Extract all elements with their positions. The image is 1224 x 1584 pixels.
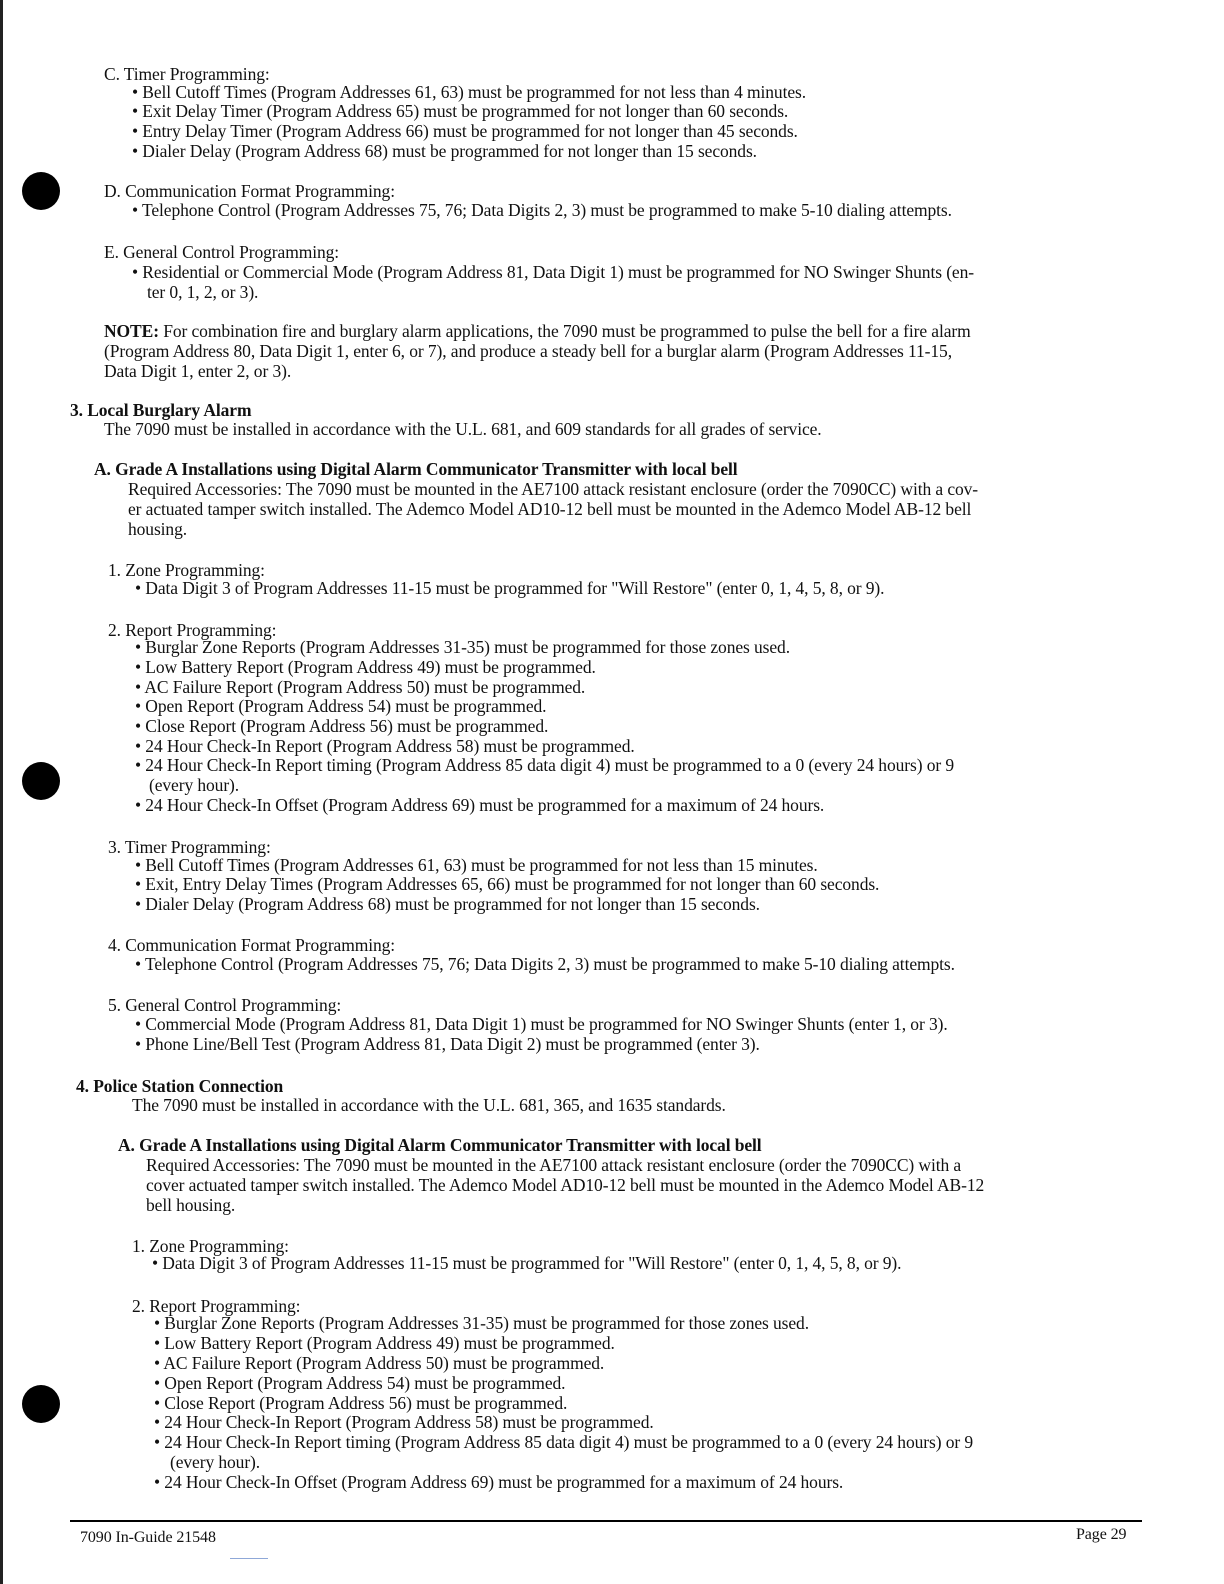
list-item-continued: ter 0, 1, 2, or 3). [147, 282, 259, 302]
timer-programming-title: 3. Timer Programming: [108, 837, 271, 857]
list-item: • Bell Cutoff Times (Program Addresses 61, 63) must be programmed for not less than 15 minutes. [135, 855, 818, 875]
list-item: • Low Battery Report (Program Address 49) must be programmed. [154, 1333, 615, 1353]
list-item: • Telephone Control (Program Addresses 75, 76; Data Digits 2, 3) must be programmed to make 5-10 dialing attempts. [135, 954, 955, 974]
list-item: • Commercial Mode (Program Address 81, Data Digit 1) must be programmed for NO Swinger Shunts (enter 1, or 3). [135, 1014, 948, 1034]
list-item: • Data Digit 3 of Program Addresses 11-15 must be programmed for "Will Restore" (enter 0, 1, 4, 5, 8, or 9). [152, 1253, 902, 1273]
list-item: • 24 Hour Check-In Report (Program Address 58) must be programmed. [135, 736, 635, 756]
list-item: • Close Report (Program Address 56) must be programmed. [135, 716, 549, 736]
list-item-continued: (every hour). [170, 1452, 261, 1472]
list-item: • Burglar Zone Reports (Program Addresses 31-35) must be programmed for those zones used. [154, 1313, 809, 1333]
list-item: • 24 Hour Check-In Report (Program Address 58) must be programmed. [154, 1412, 654, 1432]
list-item: • Open Report (Program Address 54) must be programmed. [135, 696, 547, 716]
punch-hole [22, 172, 60, 210]
section-3a-title: A. Grade A Installations using Digital Alarm Communicator Transmitter with local bell [94, 459, 738, 479]
list-item: • Burglar Zone Reports (Program Addresses 31-35) must be programmed for those zones used. [135, 637, 790, 657]
section-c-title: C. Timer Programming: [104, 64, 270, 84]
zone-programming-title: 1. Zone Programming: [132, 1236, 289, 1256]
list-item: • Exit Delay Timer (Program Address 65) must be programmed for not longer than 60 seconds. [132, 101, 789, 121]
comm-format-title: 4. Communication Format Programming: [108, 935, 396, 955]
accessories-line: er actuated tamper switch installed. The Ademco Model AD10-12 bell must be mounted in the Ademco Model AB-12 bell [128, 499, 972, 519]
punch-hole [22, 762, 60, 800]
list-item: • Telephone Control (Program Addresses 75, 76; Data Digits 2, 3) must be programmed to make 5-10 dialing attempts. [132, 200, 952, 220]
accessories-line: Required Accessories: The 7090 must be mounted in the AE7100 attack resistant enclosure (order the 7090CC) with a cov- [128, 479, 979, 499]
punch-hole [22, 1385, 60, 1423]
note-line: (Program Address 80, Data Digit 1, enter 6, or 7), and produce a steady bell for a burglar alarm (Program Addresses 11-15, [104, 341, 952, 361]
list-item: • 24 Hour Check-In Offset (Program Address 69) must be programmed for a maximum of 24 hours. [135, 795, 825, 815]
report-programming-title: 2. Report Programming: [108, 620, 277, 640]
left-page-edge [0, 0, 3, 1584]
list-item: • AC Failure Report (Program Address 50) must be programmed. [135, 677, 586, 697]
note-label: NOTE: [104, 321, 159, 341]
list-item: • AC Failure Report (Program Address 50) must be programmed. [154, 1353, 605, 1373]
section-4-heading: 4. Police Station Connection [76, 1076, 284, 1096]
footer-underline [230, 1558, 268, 1559]
accessories-line: bell housing. [146, 1195, 236, 1215]
section-d-title: D. Communication Format Programming: [104, 181, 395, 201]
list-item: • Close Report (Program Address 56) must be programmed. [154, 1393, 568, 1413]
list-item: • Data Digit 3 of Program Addresses 11-15 must be programmed for "Will Restore" (enter 0, 1, 4, 5, 8, or 9). [135, 578, 885, 598]
section-3-heading: 3. Local Burglary Alarm [70, 400, 252, 420]
general-control-title: 5. General Control Programming: [108, 995, 342, 1015]
list-item: • Phone Line/Bell Test (Program Address 81, Data Digit 2) must be programmed (enter 3). [135, 1034, 760, 1054]
section-e-title: E. General Control Programming: [104, 242, 340, 262]
section-4a-title: A. Grade A Installations using Digital Alarm Communicator Transmitter with local bell [118, 1135, 762, 1155]
footer-page-number: Page 29 [1076, 1526, 1127, 1543]
zone-programming-title: 1. Zone Programming: [108, 560, 265, 580]
list-item: • Entry Delay Timer (Program Address 66) must be programmed for not longer than 45 seconds. [132, 121, 798, 141]
list-item: • Open Report (Program Address 54) must be programmed. [154, 1373, 566, 1393]
list-item: • 24 Hour Check-In Report timing (Program Address 85 data digit 4) must be programmed to a 0 (every 24 hours) or 9 [135, 755, 955, 775]
list-item: • Low Battery Report (Program Address 49) must be programmed. [135, 657, 596, 677]
footer-rule [70, 1520, 1142, 1522]
accessories-line: cover actuated tamper switch installed. The Ademco Model AD10-12 bell must be mounted in the Ademco Model AB-12 [146, 1175, 985, 1195]
list-item-continued: (every hour). [149, 775, 240, 795]
list-item: • 24 Hour Check-In Offset (Program Address 69) must be programmed for a maximum of 24 hours. [154, 1472, 844, 1492]
list-item: • Dialer Delay (Program Address 68) must be programmed for not longer than 15 seconds. [132, 141, 757, 161]
section-3-intro: The 7090 must be installed in accordance with the U.L. 681, and 609 standards for all grades of service. [104, 419, 822, 439]
section-4-intro: The 7090 must be installed in accordance with the U.L. 681, 365, and 1635 standards. [132, 1095, 726, 1115]
list-item: • 24 Hour Check-In Report timing (Program Address 85 data digit 4) must be programmed to a 0 (every 24 hours) or 9 [154, 1432, 974, 1452]
list-item: • Bell Cutoff Times (Program Addresses 61, 63) must be programmed for not less than 4 minutes. [132, 82, 806, 102]
list-item: • Residential or Commercial Mode (Program Address 81, Data Digit 1) must be programmed for NO Swinger Shunts (en- [132, 262, 974, 282]
accessories-line: housing. [128, 519, 187, 539]
list-item: • Dialer Delay (Program Address 68) must be programmed for not longer than 15 seconds. [135, 894, 760, 914]
note-line: NOTE: For combination fire and burglary alarm applications, the 7090 must be programmed to pulse the bell for a fire alarm [104, 321, 971, 341]
note-line: Data Digit 1, enter 2, or 3). [104, 361, 292, 381]
list-item: • Exit, Entry Delay Times (Program Addresses 65, 66) must be programmed for not longer than 60 seconds. [135, 874, 880, 894]
footer-doc-id: 7090 In-Guide 21548 [80, 1529, 216, 1546]
report-programming-title: 2. Report Programming: [132, 1296, 301, 1316]
accessories-line: Required Accessories: The 7090 must be mounted in the AE7100 attack resistant enclosure (order the 7090CC) with a [146, 1155, 962, 1175]
